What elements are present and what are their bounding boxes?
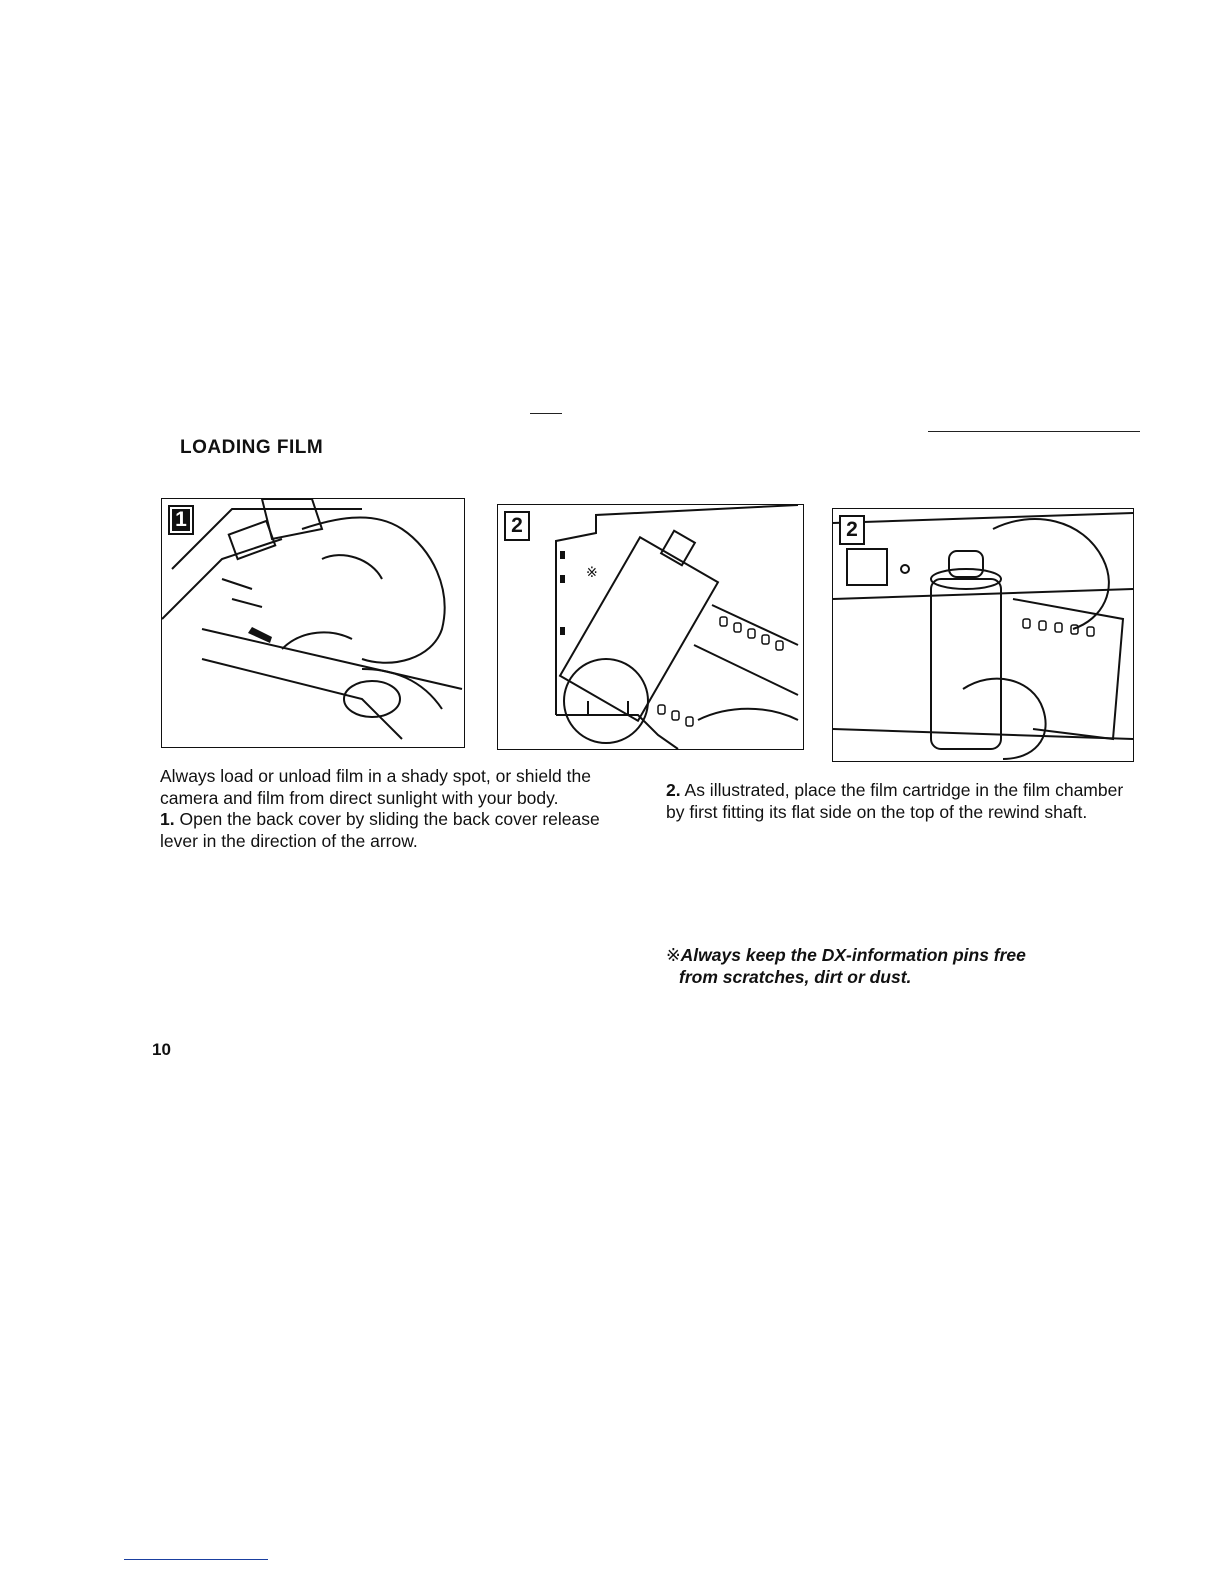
left-column	[160, 766, 630, 852]
camera-back-release-illustration	[162, 499, 464, 747]
dx-information-note	[666, 944, 1126, 988]
step-1-number: 1.	[160, 809, 175, 829]
top-rule-long	[928, 431, 1140, 432]
page-title: LOADING FILM	[180, 437, 324, 458]
intro-paragraph: Always load or unload film in a shady spot, or shield the camera and film from direct sunlight with your body.	[160, 766, 591, 808]
figure-cartridge-diagram	[497, 504, 804, 750]
step-badge: 1	[168, 505, 194, 535]
step-2-paragraph	[666, 780, 1136, 823]
step-1-text: Open the back cover by sliding the back cover release lever in the direction of the arrow.	[160, 809, 600, 851]
step-badge: 2	[839, 515, 865, 545]
reference-mark-icon: ※	[666, 945, 681, 965]
cartridge-insertion-illustration	[833, 509, 1133, 761]
figure-open-back-cover	[161, 498, 465, 748]
film-cartridge-diagram-illustration	[498, 505, 803, 749]
step-badge: 2	[504, 511, 530, 541]
step-1-paragraph	[160, 809, 630, 852]
svg-text:※: ※	[586, 565, 598, 581]
page-number: 10	[152, 1040, 171, 1059]
step-2-text: As illustrated, place the film cartridge in the film chamber by first fitting its flat side on the top of the rewind shaft.	[666, 780, 1124, 822]
figure-cartridge-insertion	[832, 508, 1134, 762]
step-2-number: 2.	[666, 780, 681, 800]
right-column	[666, 780, 1136, 823]
note-line-2: from scratches, dirt or dust.	[679, 967, 912, 987]
bottom-rule	[124, 1559, 268, 1560]
note-line-1: Always keep the DX-information pins free	[680, 945, 1026, 965]
top-rule-short	[530, 413, 562, 414]
